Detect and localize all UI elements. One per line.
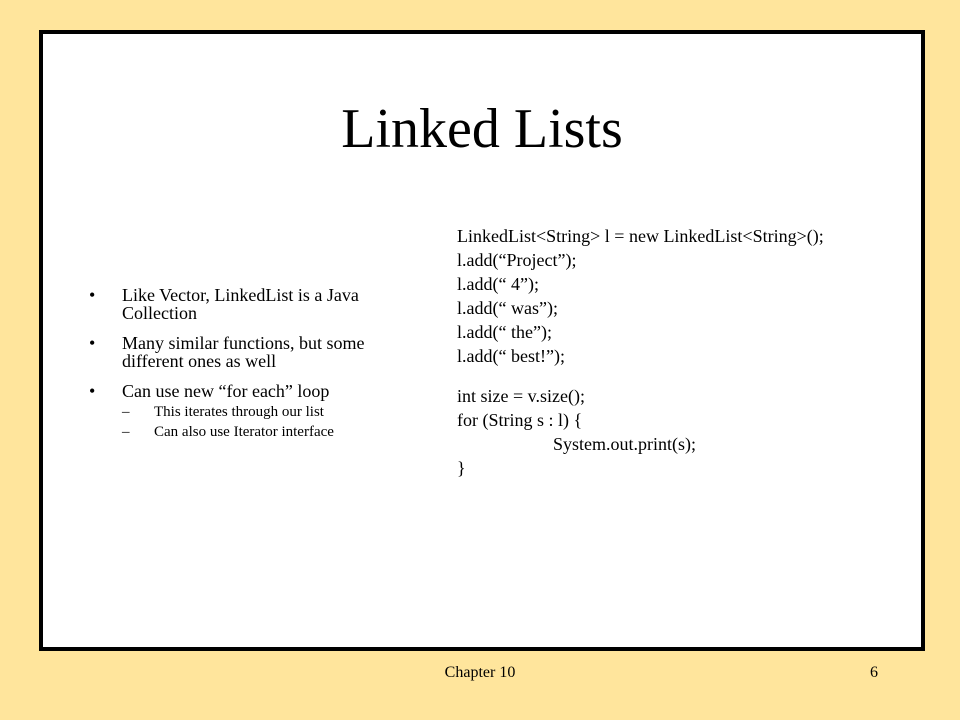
- code-line: l.add(“ the”);: [457, 322, 552, 342]
- code-line: l.add(“ 4”);: [457, 274, 539, 294]
- code-line: l.add(“Project”);: [457, 250, 577, 270]
- sub-bullet-item: – Can also use Iterator interface: [114, 422, 426, 442]
- code-line: l.add(“ was”);: [457, 298, 558, 318]
- bullet-text: Many similar functions, but some different ones as well: [122, 333, 365, 371]
- code-line: }: [457, 458, 466, 478]
- bullet-item: [86, 382, 426, 442]
- footer-page-number: 6: [870, 664, 878, 681]
- bullet-text: Can use new “for each” loop: [122, 381, 330, 401]
- code-line: LinkedList<String> l = new LinkedList<String>();: [457, 226, 824, 246]
- code-block: [457, 224, 917, 480]
- sub-bullet-list: [122, 402, 426, 442]
- bullet-item: [86, 286, 426, 322]
- code-line: l.add(“ best!”);: [457, 346, 565, 366]
- sub-bullet-item: – This iterates through our list: [114, 402, 426, 422]
- footer-chapter: Chapter 10: [444, 664, 516, 681]
- code-line: int size = v.size();: [457, 386, 585, 406]
- slide-panel: [39, 30, 925, 651]
- bullet-item: [86, 334, 426, 370]
- code-line: for (String s : l) {: [457, 410, 583, 430]
- bullet-list: [86, 286, 426, 454]
- code-line: System.out.print(s);: [553, 434, 696, 454]
- slide-title: Linked Lists: [341, 98, 623, 160]
- bullet-text: Like Vector, LinkedList is a Java Collection: [122, 285, 359, 323]
